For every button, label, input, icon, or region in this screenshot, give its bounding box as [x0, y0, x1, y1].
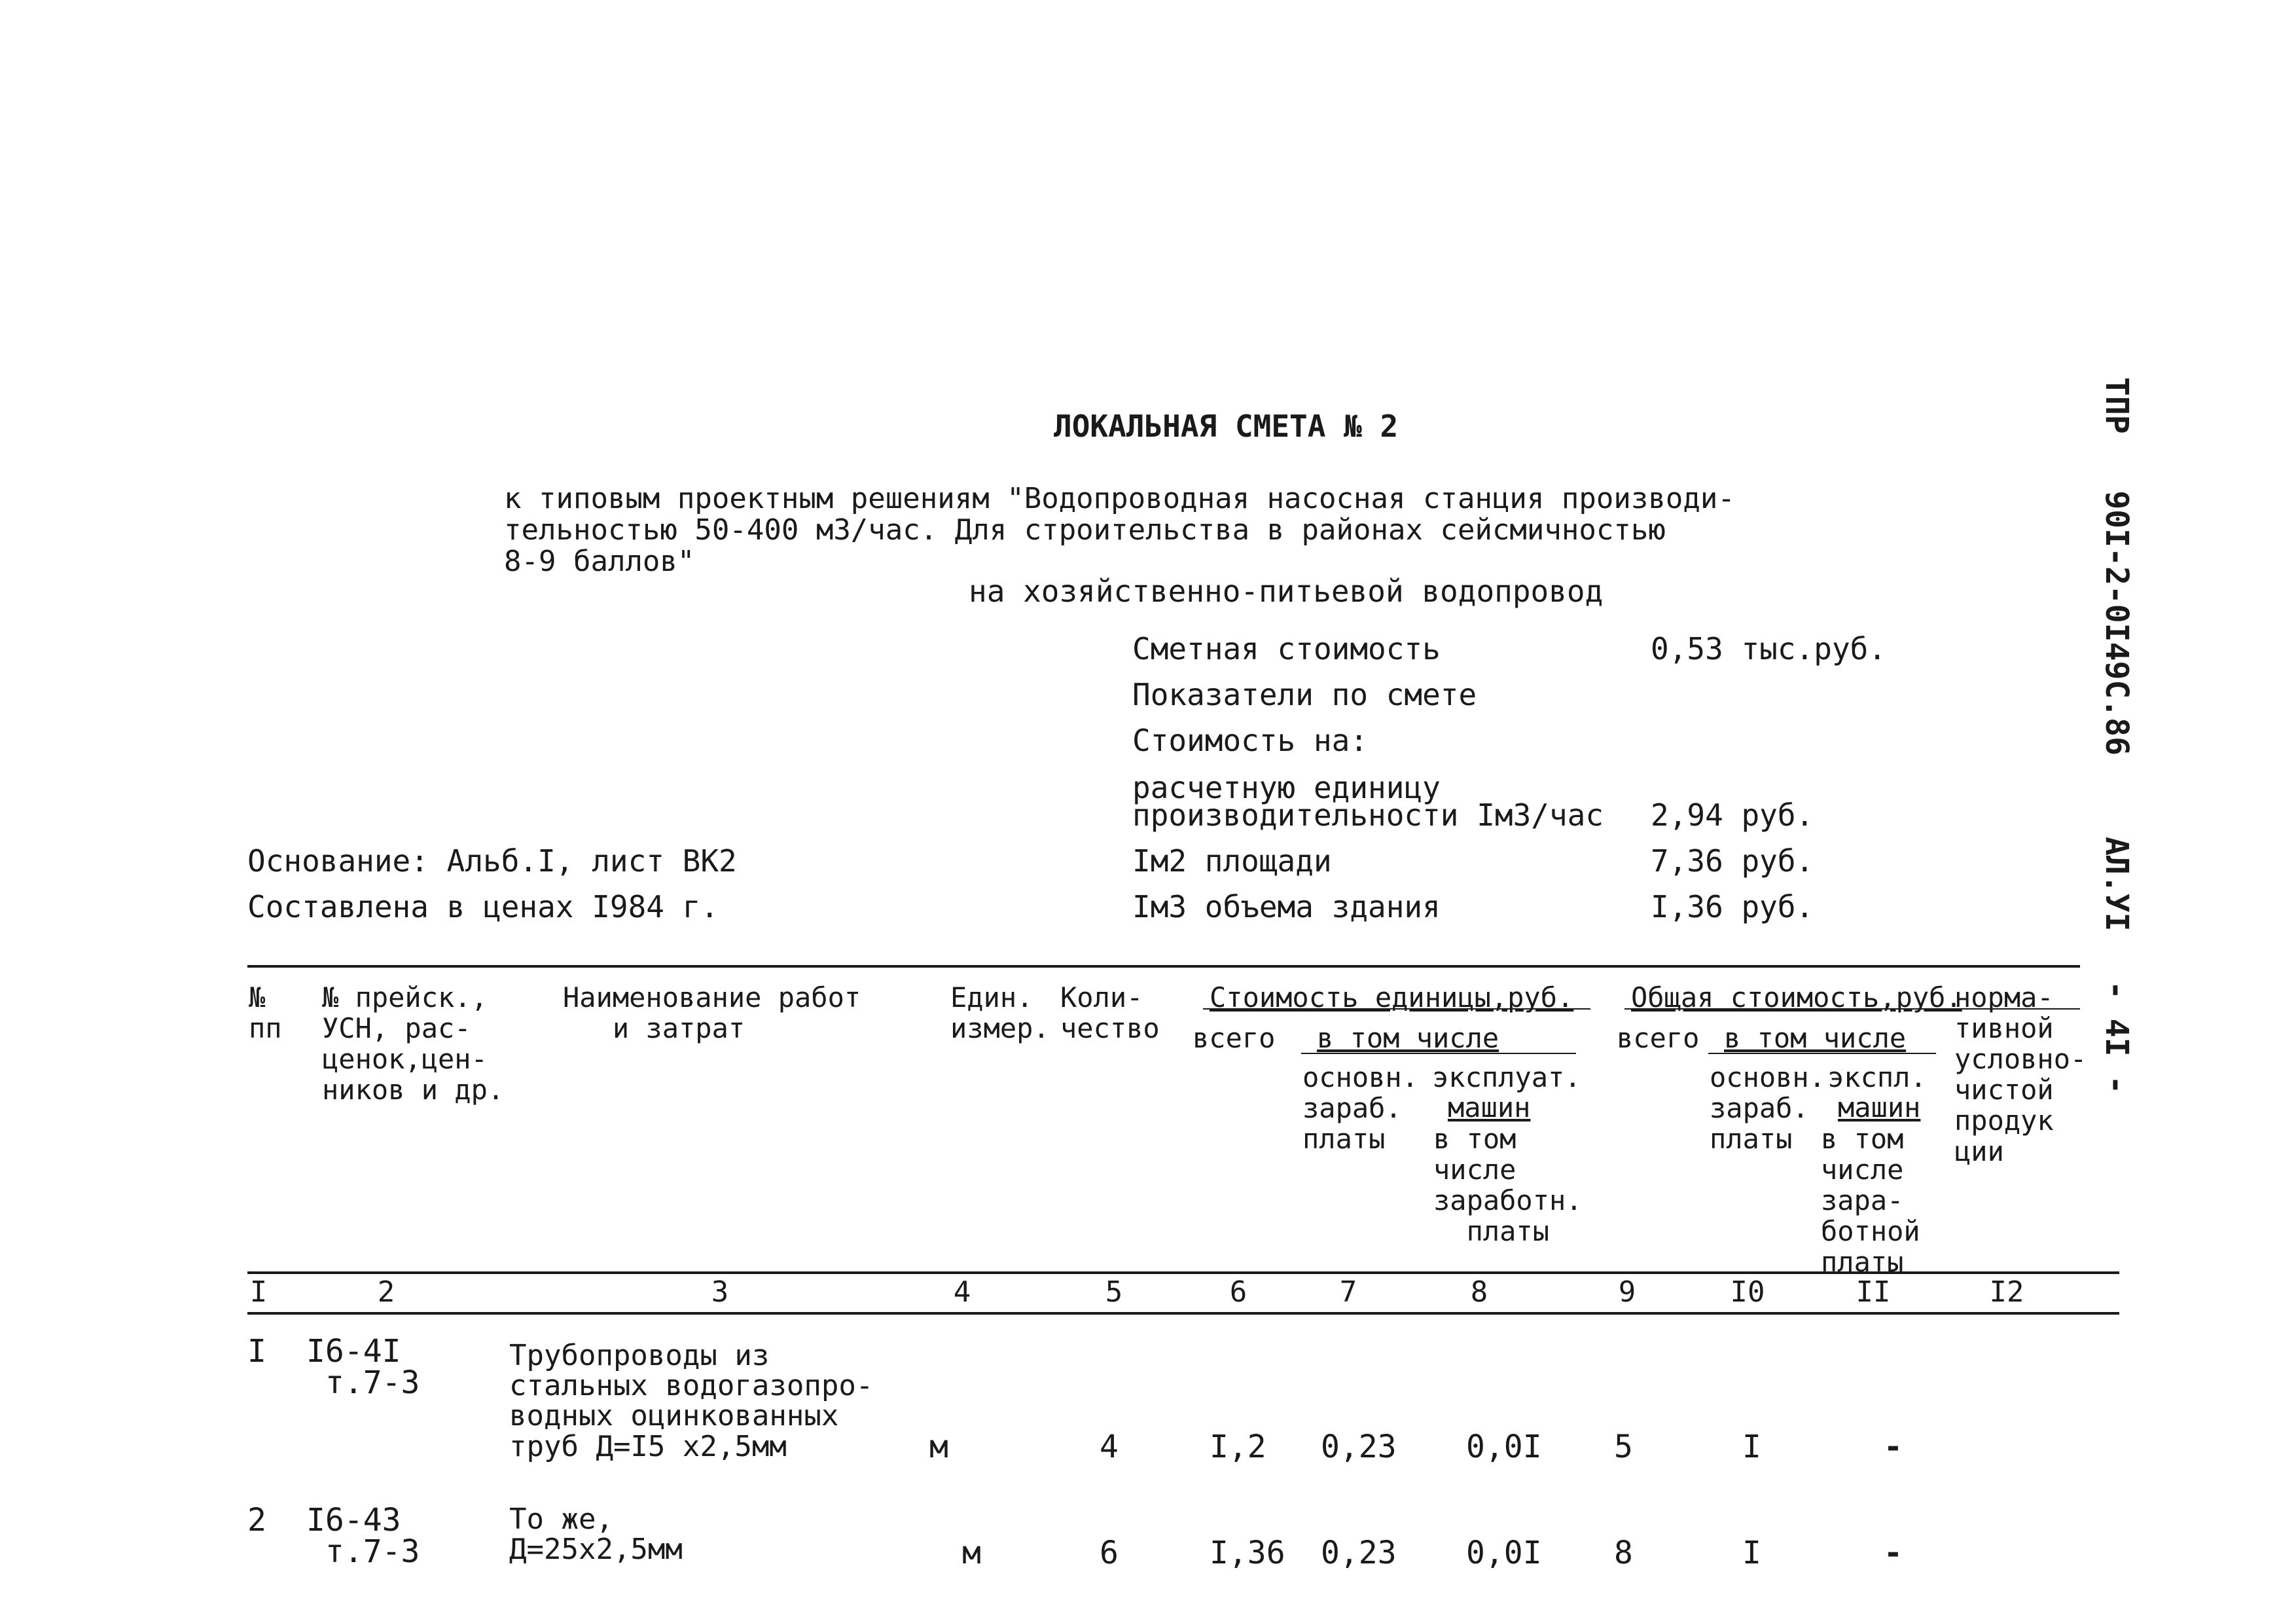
row-2-name: То же, Д=25х2,5мм — [509, 1503, 683, 1567]
row-1-total-wage: I — [1742, 1429, 1761, 1465]
area-value: 7,36 руб. — [1651, 843, 1814, 879]
row-1-num: I — [247, 1333, 266, 1370]
cost-on-label: Стоимость на: — [1132, 723, 1369, 758]
col-header-normative-product: норма- тивной условно- чистой продук ции — [1954, 981, 2087, 1168]
row-2-total-machines: - — [1884, 1535, 1903, 1571]
subtitle-line-2: тельностью 50-400 м3/час. Для строительства в районах сейсмичностью — [504, 513, 1666, 547]
volume-label: Iм3 объема здания — [1132, 889, 1441, 924]
col-header-unit-wage: основн. зараб. платы — [1302, 1061, 1419, 1156]
col-group-total-cost: Общая стоимость,руб. — [1631, 981, 1962, 1013]
row-1-qty: 4 — [1100, 1429, 1119, 1465]
col-number-6: 6 — [1229, 1275, 1247, 1309]
col-header-total-machines: экспл. — [1827, 1061, 1927, 1093]
side-stamp-page: - 4I - — [2098, 981, 2135, 1095]
col-number-1: I — [249, 1275, 268, 1309]
row-2-total: 8 — [1614, 1535, 1633, 1571]
subtitle-line-1: к типовым проектным решениям "Водопроводная насосная станция производи- — [504, 482, 1735, 515]
estimated-cost-label: Сметная стоимость — [1132, 631, 1441, 666]
unit-line-1: расчетную единицу — [1132, 770, 1441, 805]
area-label: Iм2 площади — [1132, 843, 1332, 879]
row-1-unit-total: I,2 — [1210, 1429, 1266, 1465]
row-1-total: 5 — [1614, 1429, 1633, 1465]
row-1-code: I6-4I т.7-3 — [306, 1333, 420, 1401]
col-header-unit-total: всего — [1193, 1022, 1276, 1054]
col-header-total-in-that: в том числе — [1724, 1022, 1907, 1054]
column-numbers-bottom-rule — [247, 1312, 2119, 1315]
col-number-12: I2 — [1989, 1275, 2024, 1309]
col-header-unit-machines-sub: машин — [1448, 1091, 1531, 1123]
col-number-2: 2 — [377, 1275, 395, 1309]
col-header-unit-in-that: в том числе — [1317, 1022, 1499, 1054]
col-number-7: 7 — [1339, 1275, 1357, 1309]
col-number-9: 9 — [1618, 1275, 1636, 1309]
prices-year-line: Составлена в ценах I984 г. — [247, 889, 719, 924]
document-title: ЛОКАЛЬНАЯ СМЕТА № 2 — [1054, 409, 1399, 444]
col-header-work-name: Наименование работ и затрат — [563, 981, 861, 1045]
row-2-code: I6-43 т.7-3 — [306, 1502, 420, 1570]
col-number-5: 5 — [1105, 1275, 1123, 1309]
row-2-unit-total: I,36 — [1210, 1535, 1285, 1571]
col-number-3: 3 — [711, 1275, 729, 1309]
unit-value: 2,94 руб. — [1651, 797, 1814, 833]
row-2-qty: 6 — [1100, 1535, 1119, 1571]
col-header-unit-machines: эксплуат. — [1432, 1061, 1581, 1093]
col-header-unit: Един. измер. — [950, 981, 1050, 1045]
col-header-total-machines-wage: в том числе зара- ботной платы — [1821, 1123, 1920, 1279]
purpose-line: на хозяйственно-питьевой водопровод — [969, 574, 1604, 609]
row-2-unit-wage: 0,23 — [1321, 1535, 1397, 1571]
col-header-price-code: № прейск., УСН, рас- ценок,цен- ников и др. — [322, 981, 505, 1106]
row-1-unit: м — [929, 1429, 948, 1465]
col-header-total: всего — [1617, 1022, 1700, 1054]
col-header-num: № пп — [249, 981, 282, 1045]
col-header-total-wage: основн. зараб. платы — [1710, 1061, 1826, 1156]
col-header-quantity: Коли- чество — [1060, 981, 1160, 1045]
col-group-unit-cost: Стоимость единицы,руб. — [1210, 981, 1574, 1013]
side-stamp-code: ТПР 90I-2-0I49С.86 — [2098, 377, 2135, 756]
col-number-4: 4 — [953, 1275, 971, 1309]
volume-value: I,36 руб. — [1651, 889, 1814, 924]
basis-line: Основание: Альб.I, лист ВК2 — [247, 843, 737, 879]
row-2-total-wage: I — [1742, 1535, 1761, 1571]
col-header-unit-machines-wage: в том числе заработн. платы — [1433, 1123, 1583, 1248]
row-1-name: Трубопроводы из стальных водогазопро- водных оцинкованных труб Д=I5 х2,5мм — [509, 1339, 874, 1463]
row-1-unit-machines: 0,0I — [1466, 1429, 1542, 1465]
indicators-label: Показатели по смете — [1132, 677, 1477, 712]
row-1-total-machines: - — [1884, 1429, 1903, 1465]
unit-line-2: производительности Iм3/час — [1132, 797, 1604, 833]
estimated-cost-value: 0,53 тыс.руб. — [1651, 631, 1887, 666]
row-1-unit-wage: 0,23 — [1321, 1429, 1397, 1465]
col-number-11: II — [1856, 1275, 1891, 1309]
row-2-num: 2 — [247, 1502, 266, 1539]
side-stamp-album: АЛ.УI — [2098, 837, 2135, 932]
subtitle-line-3: 8-9 баллов" — [504, 545, 695, 578]
col-header-total-machines-sub: машин — [1838, 1091, 1921, 1123]
row-2-unit: м — [962, 1535, 981, 1571]
row-2-unit-machines: 0,0I — [1466, 1535, 1542, 1571]
col-number-10: I0 — [1730, 1275, 1765, 1309]
col-number-8: 8 — [1470, 1275, 1488, 1309]
table-top-rule — [247, 965, 2080, 968]
